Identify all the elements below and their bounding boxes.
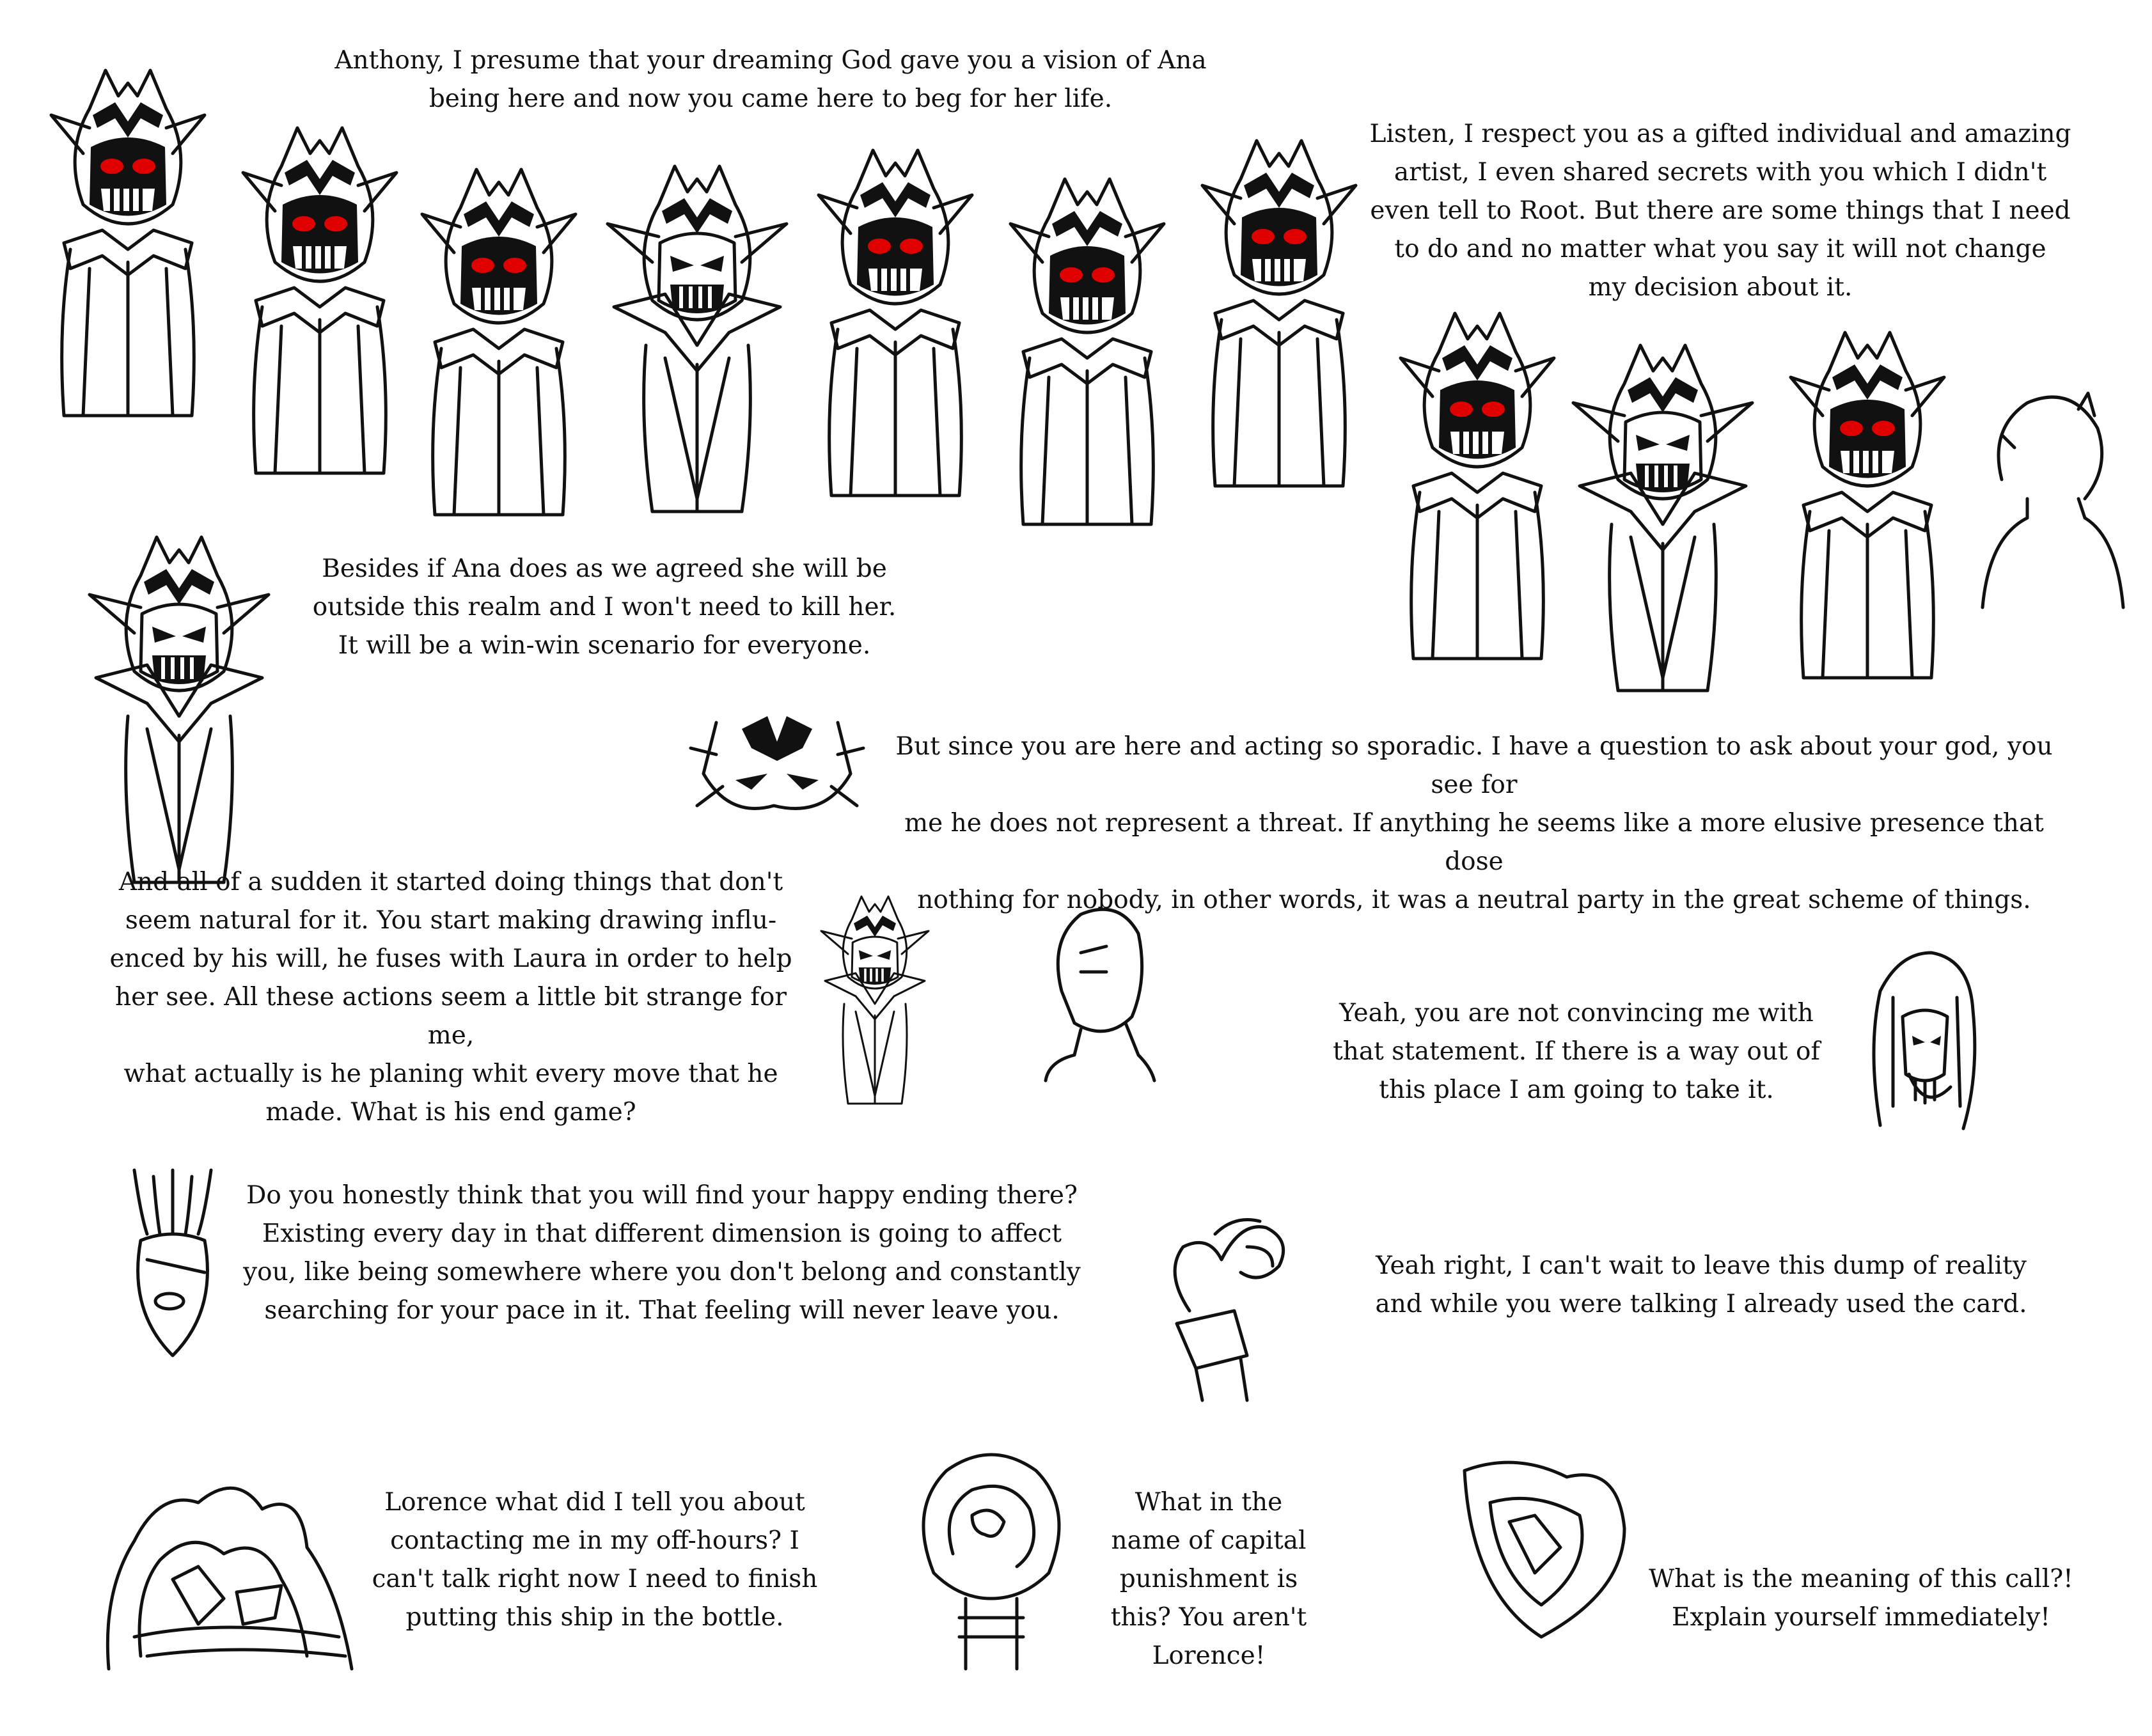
dialogue-10: What in the name of capital punishment is this? You aren't Lorence! xyxy=(1110,1488,1307,1670)
unmasked-figure-1 xyxy=(614,153,780,514)
masked-figure-2 xyxy=(237,115,403,476)
crown-figure xyxy=(122,1164,224,1377)
dialogue-7: Do you honestly think that you will find your happy ending there? Existing every day in that different dimension is going to affect you, like being somewhere where you don't belong and constantly searching for your pace in it. That feeling will never leave you. xyxy=(243,1181,1081,1325)
closeup-eyes-figure xyxy=(691,710,863,827)
dialogue-6: Yeah, you are not convincing me with that statement. If there is a way out of this place I am going to take it. xyxy=(1333,999,1820,1104)
flame-creature-2 xyxy=(908,1445,1074,1678)
hand-card-figure xyxy=(1151,1208,1305,1403)
anthony-side-figure xyxy=(1042,902,1145,1083)
dialogue-2: Listen, I respect you as a gifted individual and amazing artist, I even shared secrets with you which I didn't even tell to Root. But there are some things that I need to do and no matter what you say it will not change my decision about it. xyxy=(1369,120,2071,302)
dialogue-1: Anthony, I presume that your dreaming God gave you a vision of Ana being here and now you came here to beg for her life. xyxy=(334,46,1207,113)
masked-figure-8 xyxy=(1784,320,1951,680)
dialogue-5: And all of a sudden it started doing things that don't seem natural for it. You start making drawing influ- enced by his will, he fuses with Laura in order to help her see. All these actions seem a little bit strange for me, what actually is he planing whit every move that he made. What is his end game? xyxy=(109,868,792,1127)
dialogue-3: Besides if Ana does as we agreed she will be outside this realm and I won't need to kill her. It will be a win-win scenario for everyone. xyxy=(312,554,897,660)
masked-figure-6 xyxy=(1196,128,1362,489)
dialogue-11: What is the meaning of this call?! Explain yourself immediately! xyxy=(1649,1565,2073,1632)
dialogue-9: Lorence what did I tell you about contacting me in my off-hours? I can't talk right now I need to finish putting this ship in the bottle. xyxy=(372,1488,818,1632)
unmasked-head-figure xyxy=(58,524,301,770)
dialogue-8: Yeah right, I can't wait to leave this dump of reality and while you were talking I already used the card. xyxy=(1375,1251,2027,1318)
flame-creature-3 xyxy=(1452,1451,1631,1646)
flame-creature-1 xyxy=(96,1464,371,1678)
masked-figure-7 xyxy=(1394,301,1560,661)
masked-figure-3 xyxy=(416,157,582,517)
girl-figure xyxy=(1855,946,1983,1141)
anthony-back-figure xyxy=(1976,390,2123,616)
masked-figure-4 xyxy=(812,137,978,498)
masked-figure-1 xyxy=(45,58,211,418)
unmasked-figure-2 xyxy=(1580,332,1746,693)
dialogue-4: But since you are here and acting so sporadic. I have a question to ask about your god, you see for me he does not represent a threat. If anything he seems like a more elusive presence that dose nothing for nobody, in other words, it was a neutral party in the great scheme of things. xyxy=(895,732,2053,914)
masked-figure-5 xyxy=(1004,166,1170,527)
